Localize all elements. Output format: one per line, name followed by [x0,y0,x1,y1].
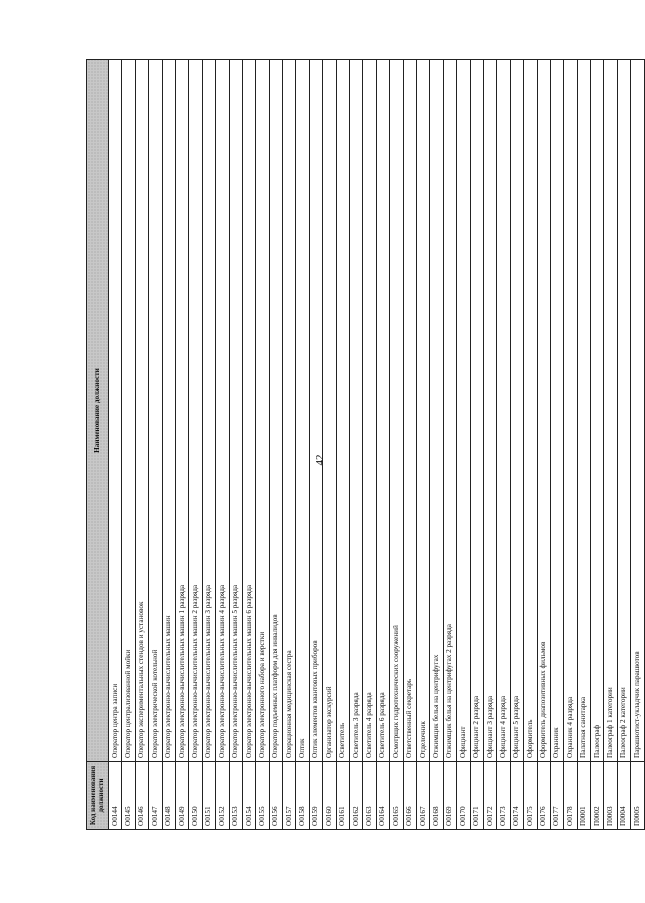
position-name-cell: Оператор электронно-вычислительных машин 2 разряда [189,60,202,762]
position-name-cell: Оператор подъемных платформ для инвалидов [269,60,282,762]
table-row [524,60,537,830]
position-name-cell: Официант [457,60,470,762]
position-name-cell: Палеограф 2 категории [617,60,630,762]
position-name-cell: Осветитель 3 разряда [350,60,363,762]
position-name-cell: Официант 4 разряда [497,60,510,762]
position-name-cell: Оптик элементов квантовых приборов [309,60,322,762]
table-row [242,60,255,830]
table-row [577,60,590,830]
table-body [109,60,645,830]
position-name-cell: Оформитель диапозитивных фильмов [537,60,550,762]
position-code-cell: О0167 [416,762,429,830]
position-code-cell: О0154 [242,762,255,830]
table-row [416,60,429,830]
table-row [216,60,229,830]
position-name-cell: Палеограф [591,60,604,762]
position-code-cell: О0156 [269,762,282,830]
rotated-table-wrapper [86,60,641,830]
position-name-cell: Оператор электронно-вычислительных машин 3 разряда [202,60,215,762]
position-code-cell: О0158 [296,762,309,830]
position-name-cell: Палатная санитарка [577,60,590,762]
table-row [363,60,376,830]
position-code-cell: О0166 [403,762,416,830]
position-name-cell: Оператор электрической котельной [149,60,162,762]
table-row [269,60,282,830]
table-row [483,60,496,830]
table-stage [86,60,641,830]
table-row [109,60,122,830]
table-row [122,60,135,830]
table-row [229,60,242,830]
table-row [336,60,349,830]
table-row [256,60,269,830]
position-code-cell: О0172 [483,762,496,830]
position-name-cell: Операционная медицинская сестра [283,60,296,762]
position-code-cell: О0160 [323,762,336,830]
position-code-cell: П0003 [604,762,617,830]
table-row [564,60,577,830]
position-code-cell: О0155 [256,762,269,830]
position-code-cell: О0145 [122,762,135,830]
table-row [604,60,617,830]
position-code-cell: О0159 [309,762,322,830]
position-name-cell: Осветитель 4 разряда [363,60,376,762]
position-code-cell: О0150 [189,762,202,830]
position-name-cell: Отжимщик белья на центрифугах [430,60,443,762]
table-row [470,60,483,830]
position-code-cell: О0169 [443,762,456,830]
position-name-cell: Палеограф 1 категории [604,60,617,762]
table-row [403,60,416,830]
position-code-cell: О0173 [497,762,510,830]
table-row [443,60,456,830]
position-code-cell: О0163 [363,762,376,830]
position-name-cell: Оператор электронно-вычислительных машин 1 разряда [175,60,188,762]
table-row [296,60,309,830]
header-name: Наименование должности [87,60,109,762]
position-code-cell: О0147 [149,762,162,830]
position-name-cell: Отделочник [416,60,429,762]
position-code-cell: О0161 [336,762,349,830]
position-name-cell: Отжимщик белья на центрифугах 2 разряда [443,60,456,762]
position-code-cell: О0165 [390,762,403,830]
table-row [309,60,322,830]
position-name-cell: Парашютист-укладчик парашютов [631,60,644,762]
table-row [283,60,296,830]
table-row [550,60,563,830]
table-row [149,60,162,830]
position-code-cell: О0151 [202,762,215,830]
position-code-cell: О0170 [457,762,470,830]
position-code-cell: О0168 [430,762,443,830]
table-row [376,60,389,830]
position-name-cell: Осветитель 6 разряда [376,60,389,762]
positions-table [86,59,645,830]
position-code-cell: О0178 [564,762,577,830]
position-name-cell: Оператор экспериментальных стендов и установок [135,60,148,762]
position-code-cell: О0175 [524,762,537,830]
table-row [510,60,523,830]
position-name-cell: Оператор централизованной мойки [122,60,135,762]
position-name-cell: Официант 3 разряда [483,60,496,762]
table-header-row [87,60,109,830]
position-code-cell: П0004 [617,762,630,830]
position-name-cell: Осмотрщик гидротехнических сооружений [390,60,403,762]
table-row [175,60,188,830]
table-row [497,60,510,830]
position-name-cell: Оператор электронно-вычислительных машин 5 разряда [229,60,242,762]
position-name-cell: Оператор центра записи [109,60,122,762]
position-code-cell: О0148 [162,762,175,830]
position-name-cell: Оптик [296,60,309,762]
position-name-cell: Официант 5 разряда [510,60,523,762]
table-row [350,60,363,830]
position-code-cell: О0153 [229,762,242,830]
table-row [323,60,336,830]
position-name-cell: Осветитель [336,60,349,762]
table-row [135,60,148,830]
table-row [591,60,604,830]
table-row [162,60,175,830]
table-row [390,60,403,830]
position-name-cell: Ответственный секретарь [403,60,416,762]
position-name-cell: Оператор электронно-вычислительных машин 6 разряда [242,60,255,762]
table-row [457,60,470,830]
position-name-cell: Охранник 4 разряда [564,60,577,762]
header-code: Код наименования должности [87,762,109,830]
position-name-cell: Оператор электронного набора и верстки [256,60,269,762]
table-row [537,60,550,830]
position-code-cell: О0174 [510,762,523,830]
position-name-cell: Оператор электронно-вычислительных машин 4 разряда [216,60,229,762]
table-row [617,60,630,830]
position-code-cell: О0171 [470,762,483,830]
position-name-cell: Оператор электронно-вычислительных машин [162,60,175,762]
position-code-cell: О0164 [376,762,389,830]
position-name-cell: Официант 2 разряда [470,60,483,762]
position-code-cell: О0146 [135,762,148,830]
table-row [430,60,443,830]
position-code-cell: О0176 [537,762,550,830]
position-code-cell: П0002 [591,762,604,830]
position-name-cell: Организатор экскурсий [323,60,336,762]
position-code-cell: П0001 [577,762,590,830]
position-code-cell: О0149 [175,762,188,830]
position-code-cell: О0152 [216,762,229,830]
page-number: 42 [314,454,326,466]
table-row [189,60,202,830]
position-name-cell: Охранник [550,60,563,762]
position-code-cell: О0144 [109,762,122,830]
position-code-cell: О0157 [283,762,296,830]
position-code-cell: П0005 [631,762,644,830]
table-row [631,60,644,830]
position-code-cell: О0177 [550,762,563,830]
position-name-cell: Оформитель [524,60,537,762]
table-row [202,60,215,830]
position-code-cell: О0162 [350,762,363,830]
